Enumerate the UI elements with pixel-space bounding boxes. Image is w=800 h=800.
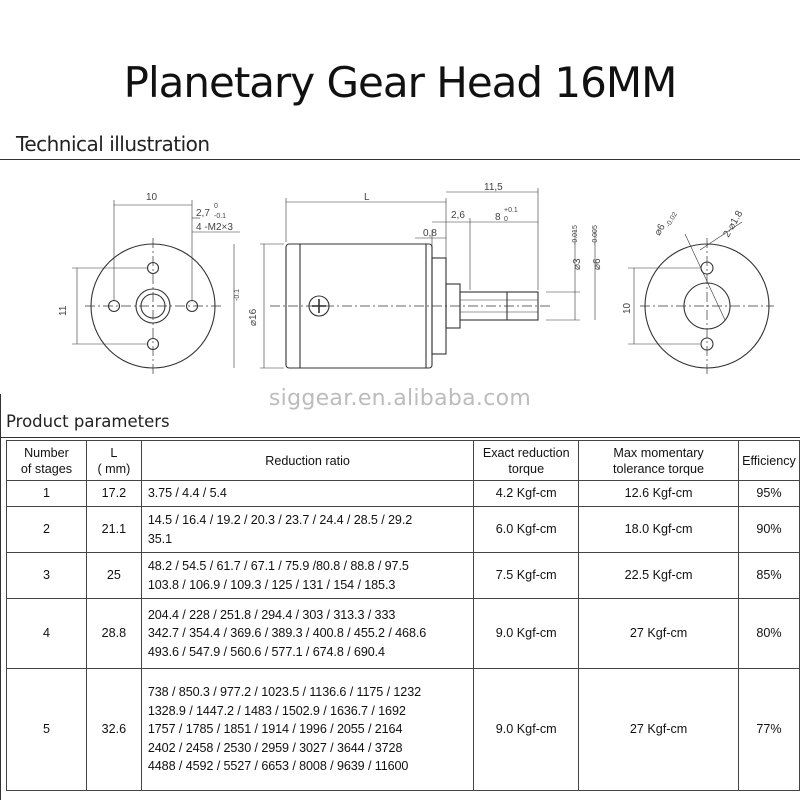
dia-6-right-tol: -0.02 <box>665 211 680 229</box>
cell-efficiency: 80% <box>738 599 799 669</box>
cell-stages: 4 <box>7 599 87 669</box>
cell-torque: 6.0 Kgf-cm <box>474 507 579 553</box>
dim-10: 10 <box>146 192 158 203</box>
header-torque-text: Exact reduction torque <box>482 445 570 476</box>
dim-0-8: 0,8 <box>423 228 437 239</box>
ratio-line: 35.1 <box>147 531 172 546</box>
dia-body: ⌀16 <box>248 308 259 326</box>
ratio-line: 738 / 850.3 / 977.2 / 1023.5 / 1136.6 / 1175 / 1232 <box>147 685 421 700</box>
header-max-torque-text: Max momentary tolerance torque <box>613 445 705 476</box>
cell-max-torque: 18.0 Kgf-cm <box>579 507 739 553</box>
dim-11-5: 11,5 <box>484 182 503 193</box>
table-left-border <box>0 394 1 800</box>
dim-2-7-sub: -0.1 <box>214 213 227 220</box>
cell-length: 32.6 <box>86 669 141 791</box>
ratio-line: 2402 / 2458 / 2530 / 2959 / 3027 / 3644 / 3728 <box>147 740 403 755</box>
dim-10-right: 10 <box>622 302 633 314</box>
cell-stages: 3 <box>7 553 87 599</box>
table-row <box>7 481 800 507</box>
cell-stages: 1 <box>7 481 87 507</box>
parameters-table <box>6 440 800 791</box>
page-title: Planetary Gear Head 16MM <box>123 58 677 107</box>
ratio-line: 204.4 / 228 / 251.8 / 294.4 / 303 / 313.3 / 333 <box>147 607 396 622</box>
divider <box>0 159 800 160</box>
dim-2-7: 2,7 <box>196 208 210 219</box>
cell-ratio <box>141 669 473 791</box>
ratio-line: 4488 / 4592 / 5527 / 6653 / 8008 / 9639 / 11600 <box>147 759 409 774</box>
header-efficiency-text: Efficiency <box>742 453 796 468</box>
front-view-right <box>628 222 774 374</box>
ratio-line: 14.5 / 16.4 / 19.2 / 20.3 / 23.7 / 24.4 / 28.5 / 29.2 <box>147 512 413 527</box>
cell-torque: 9.0 Kgf-cm <box>474 599 579 669</box>
dim-8: 8 <box>495 212 501 223</box>
cell-stages: 2 <box>7 507 87 553</box>
cell-length: 25 <box>86 553 141 599</box>
header-length <box>86 441 141 481</box>
ratio-line: 342.7 / 354.4 / 369.6 / 389.3 / 400.8 / 455.2 / 468.6 <box>147 626 427 641</box>
table-row <box>7 553 800 599</box>
dia-6-tol: -0.005 <box>592 225 599 245</box>
watermark: siggear.en.alibaba.com <box>268 386 532 411</box>
ratio-line: 103.8 / 106.9 / 109.3 / 125 / 131 / 154 / 185.3 <box>147 577 396 592</box>
ratio-line: 1757 / 1785 / 1851 / 1914 / 1996 / 2055 / 2164 <box>147 722 403 737</box>
cell-efficiency: 95% <box>738 481 799 507</box>
table-row <box>7 507 800 553</box>
cell-length: 28.8 <box>86 599 141 669</box>
header-max-torque <box>579 441 739 481</box>
technical-drawing <box>0 170 800 400</box>
cell-efficiency: 90% <box>738 507 799 553</box>
cell-efficiency: 77% <box>738 669 799 791</box>
cell-length: 21.1 <box>86 507 141 553</box>
dim-8-sub: 0 <box>504 216 508 223</box>
divider <box>0 437 800 438</box>
dia-6: ⌀6 <box>592 258 603 270</box>
cell-max-torque: 22.5 Kgf-cm <box>579 553 739 599</box>
header-stages-text: Number of stages <box>20 445 73 476</box>
dia-3: ⌀3 <box>572 258 583 270</box>
header-stages <box>7 441 87 481</box>
ratio-line: 1328.9 / 1447.2 / 1483 / 1502.9 / 1636.7 / 1692 <box>147 703 406 718</box>
cell-torque: 9.0 Kgf-cm <box>474 669 579 791</box>
cell-efficiency: 85% <box>738 553 799 599</box>
table-row <box>7 599 800 669</box>
cell-ratio <box>141 507 473 553</box>
cell-max-torque: 27 Kgf-cm <box>579 599 739 669</box>
ratio-line: 3.75 / 4.4 / 5.4 <box>147 486 227 501</box>
header-ratio <box>141 441 473 481</box>
cell-ratio <box>141 553 473 599</box>
ratio-line: 493.6 / 547.9 / 560.6 / 577.1 / 674.8 / 690.4 <box>147 644 385 659</box>
dia-3-tol: -0.015 <box>572 225 579 245</box>
cell-length: 17.2 <box>86 481 141 507</box>
dim-2-6: 2,6 <box>451 210 465 221</box>
section-heading-params: Product parameters <box>6 412 170 431</box>
dim-11: 11 <box>58 305 69 316</box>
cell-stages: 5 <box>7 669 87 791</box>
cell-ratio <box>141 599 473 669</box>
section-heading-illustration: Technical illustration <box>16 132 210 156</box>
cell-ratio <box>141 481 473 507</box>
dia-body-tol: -0.1 <box>234 288 241 301</box>
header-ratio-text: Reduction ratio <box>265 453 350 468</box>
cell-max-torque: 27 Kgf-cm <box>579 669 739 791</box>
dim-8-sup: +0.1 <box>504 207 518 214</box>
table-header-row <box>7 441 800 481</box>
dim-holes: 4 -M2×3 <box>196 222 233 233</box>
side-view <box>260 188 595 368</box>
dia-1-8: 2-⌀1.8 <box>721 208 746 240</box>
cell-torque: 7.5 Kgf-cm <box>474 553 579 599</box>
ratio-line: 48.2 / 54.5 / 61.7 / 67.1 / 75.9 /80.8 / 88.8 / 97.5 <box>147 558 409 573</box>
cell-torque: 4.2 Kgf-cm <box>474 481 579 507</box>
dim-L: L <box>364 192 370 203</box>
dim-2-7-sup: 0 <box>214 203 218 210</box>
header-efficiency <box>738 441 799 481</box>
cell-max-torque: 12.6 Kgf-cm <box>579 481 739 507</box>
header-torque <box>474 441 579 481</box>
header-length-text: L ( mm) <box>97 445 131 476</box>
table-row <box>7 669 800 791</box>
dia-6-right: ⌀6 <box>652 222 668 238</box>
